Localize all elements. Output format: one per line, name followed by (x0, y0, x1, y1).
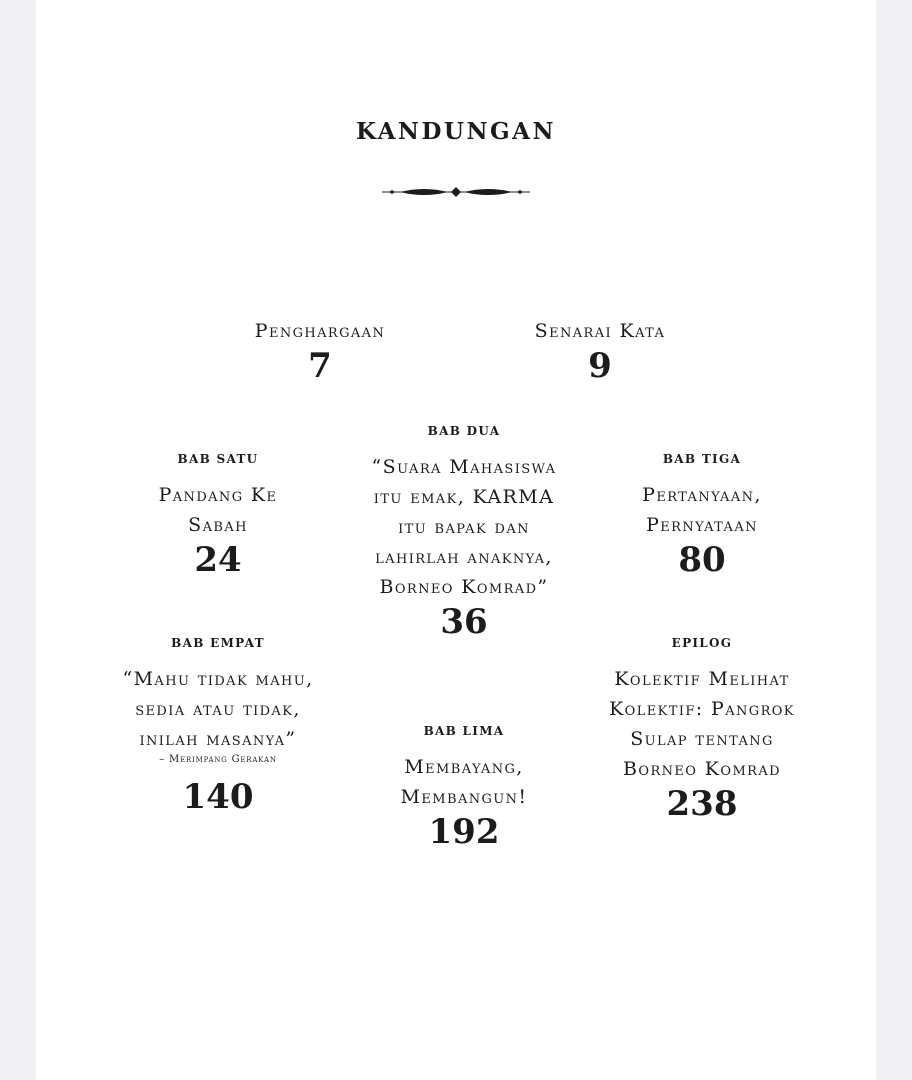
chapter-label: EPILOG (671, 636, 733, 650)
entry-title-line: inilah masanya” (139, 728, 297, 750)
chapter-label: BAB DUA (427, 424, 501, 438)
entry-title-line: Pertanyaan, (642, 484, 762, 506)
toc-entry-bab-empat (122, 636, 313, 817)
entry-title-line: itu bapak dan (398, 516, 530, 538)
page-number: 140 (182, 777, 254, 817)
entry-title-line: Membangun! (400, 786, 528, 808)
toc-entry-penghargaan (255, 316, 385, 386)
page-number: 80 (678, 540, 726, 580)
divider-ornament-icon (382, 182, 530, 202)
chapter-label: BAB EMPAT (171, 636, 265, 650)
entry-title-line: “Suara Mahasiswa (371, 456, 557, 478)
page-number: 24 (194, 540, 242, 580)
toc-entry-senarai-kata (535, 316, 666, 386)
entry-title-line: Membayang, (404, 756, 524, 778)
entry-title-line: “Mahu tidak mahu, (122, 668, 314, 690)
page-number: 238 (666, 784, 738, 824)
entry-title: Senarai Kata (534, 320, 666, 342)
entry-title-line: itu emak, KARMA (373, 486, 555, 508)
toc-entry-bab-satu (159, 452, 278, 580)
entry-title-line: Sabah (188, 514, 248, 536)
page-number: 192 (428, 812, 500, 852)
page-title: KANDUNGAN (356, 118, 556, 145)
entry-title-line: Kolektif Melihat (614, 668, 790, 690)
entry-title-line: lahirlah anaknya, (375, 546, 553, 568)
entry-title-line: Borneo Komrad” (379, 576, 549, 598)
entry-title-line: Sulap tentang (630, 728, 774, 750)
entry-title-line: sedia atau tidak, (135, 698, 301, 720)
page-number: 7 (308, 346, 332, 386)
toc-entry-epilog (609, 636, 795, 824)
chapter-label: BAB LIMA (423, 724, 505, 738)
entry-title-line: Pandang Ke (158, 484, 278, 506)
toc-entry-bab-lima (401, 724, 528, 852)
chapter-label: BAB TIGA (662, 452, 742, 466)
entry-title-line: Kolektif: Pangrok (609, 698, 795, 720)
entry-title: Penghargaan (254, 320, 386, 342)
entry-title-line: Borneo Komrad (623, 758, 781, 780)
chapter-label: BAB SATU (177, 452, 259, 466)
book-page (36, 0, 876, 1080)
page-number: 36 (440, 602, 488, 642)
entry-title-line: Pernyataan (646, 514, 758, 536)
chapter-subtitle: – Merimpang Gerakan (159, 754, 277, 765)
page-number: 9 (588, 346, 612, 386)
toc-entry-bab-tiga (642, 452, 762, 580)
toc-entry-bab-dua (372, 424, 557, 642)
